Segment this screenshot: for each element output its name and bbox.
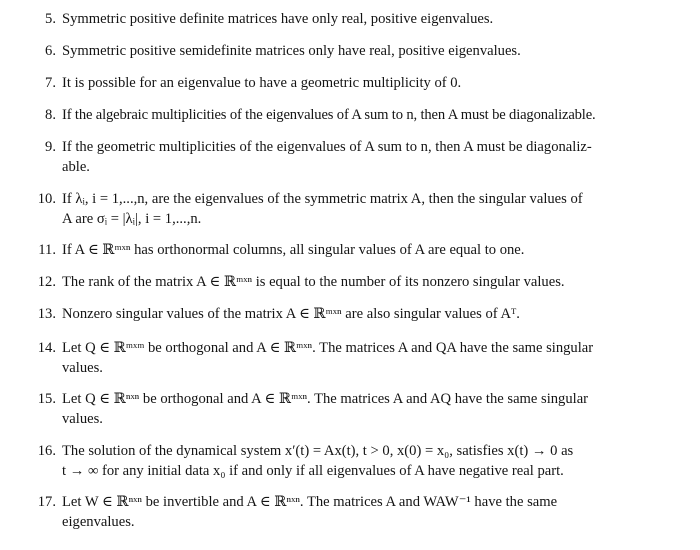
- statement-line: Let Q ∈ ℝⁿˣⁿ be orthogonal and A ∈ ℝᵐˣⁿ. The matrices A and AQ have the same singular: [62, 391, 589, 407]
- statement-line: It is possible for an eigenvalue to have a geometric multiplicity of 0.: [62, 75, 462, 91]
- statement-8: [30, 105, 642, 125]
- statement-number: 13.: [37, 306, 56, 322]
- statement-line: Let Q ∈ ℝᵐˣᵐ be orthogonal and A ∈ ℝᵐˣⁿ. The matrices A and QA have the same singular: [62, 340, 594, 356]
- statement-line: Let W ∈ ℝⁿˣⁿ be invertible and A ∈ ℝⁿˣⁿ. The matrices A and WAW⁻¹ have the same: [62, 494, 558, 510]
- statement-line: The rank of the matrix A ∈ ℝᵐˣⁿ is equal to the number of its nonzero singular values.: [62, 274, 565, 290]
- statement-line: Symmetric positive semidefinite matrices only have real, positive eigenvalues.: [62, 43, 521, 59]
- statement-line: values.: [62, 360, 103, 376]
- statement-text: [62, 240, 642, 260]
- statement-line: If A ∈ ℝᵐˣⁿ has orthonormal columns, all singular values of A are equal to one.: [62, 242, 525, 258]
- statement-line: A are σᵢ = |λᵢ|, i = 1,...,n.: [62, 211, 202, 227]
- statement-text: [62, 137, 642, 177]
- statement-5: [30, 9, 642, 29]
- statement-16: [30, 441, 642, 481]
- statement-line: eigenvalues.: [62, 514, 135, 530]
- statement-number: 6.: [45, 43, 56, 59]
- statement-line: able.: [62, 159, 90, 175]
- statement-text: [62, 441, 642, 481]
- statement-number: 10.: [37, 191, 56, 207]
- statement-14: [30, 338, 642, 378]
- statement-13: [30, 304, 642, 324]
- statement-line: Nonzero singular values of the matrix A ∈ ℝᵐˣⁿ are also singular values of Aᵀ.: [62, 306, 520, 322]
- statement-text: [62, 9, 642, 29]
- statement-number: 7.: [45, 75, 56, 91]
- statement-11: [30, 240, 642, 260]
- statement-number: 14.: [37, 340, 56, 356]
- statement-9: [30, 137, 642, 177]
- statement-text: [62, 389, 642, 429]
- statement-text: [62, 189, 642, 229]
- statement-text: [62, 105, 642, 125]
- statement-line: If λᵢ, i = 1,...,n, are the eigenvalues of the symmetric matrix A, then the singular values of: [62, 191, 583, 207]
- statement-text: [62, 272, 642, 292]
- statement-line: t → ∞ for any initial data x₀ if and only if all eigenvalues of A have negative real part.: [62, 463, 564, 479]
- statement-text: [62, 338, 642, 378]
- statement-number: 8.: [45, 107, 56, 123]
- statement-7: [30, 73, 642, 93]
- statement-number: 5.: [45, 11, 56, 27]
- statement-number: 12.: [37, 274, 56, 290]
- statement-line: If the geometric multiplicities of the eigenvalues of A sum to n, then A must be diagonaliz-: [62, 139, 592, 155]
- statement-line: values.: [62, 411, 103, 427]
- statement-number: 11.: [38, 242, 56, 258]
- statement-6: [30, 41, 642, 61]
- statement-15: [30, 389, 642, 429]
- statement-text: [62, 492, 642, 532]
- statement-text: [62, 41, 642, 61]
- statement-number: 17.: [37, 494, 56, 510]
- statement-number: 9.: [45, 139, 56, 155]
- statement-number: 16.: [37, 443, 56, 459]
- statement-12: [30, 272, 642, 292]
- statement-line: The solution of the dynamical system x′(t) = Ax(t), t > 0, x(0) = x₀, satisfies x(t) → 0 as: [62, 443, 574, 459]
- statement-number: 15.: [37, 391, 56, 407]
- statement-text: [62, 73, 642, 93]
- statement-17: [30, 492, 642, 532]
- statement-10: [30, 189, 642, 229]
- statement-line: If the algebraic multiplicities of the eigenvalues of A sum to n, then A must be diagonalizable.: [62, 107, 596, 123]
- statement-text: [62, 304, 642, 324]
- statement-line: Symmetric positive definite matrices have only real, positive eigenvalues.: [62, 11, 494, 27]
